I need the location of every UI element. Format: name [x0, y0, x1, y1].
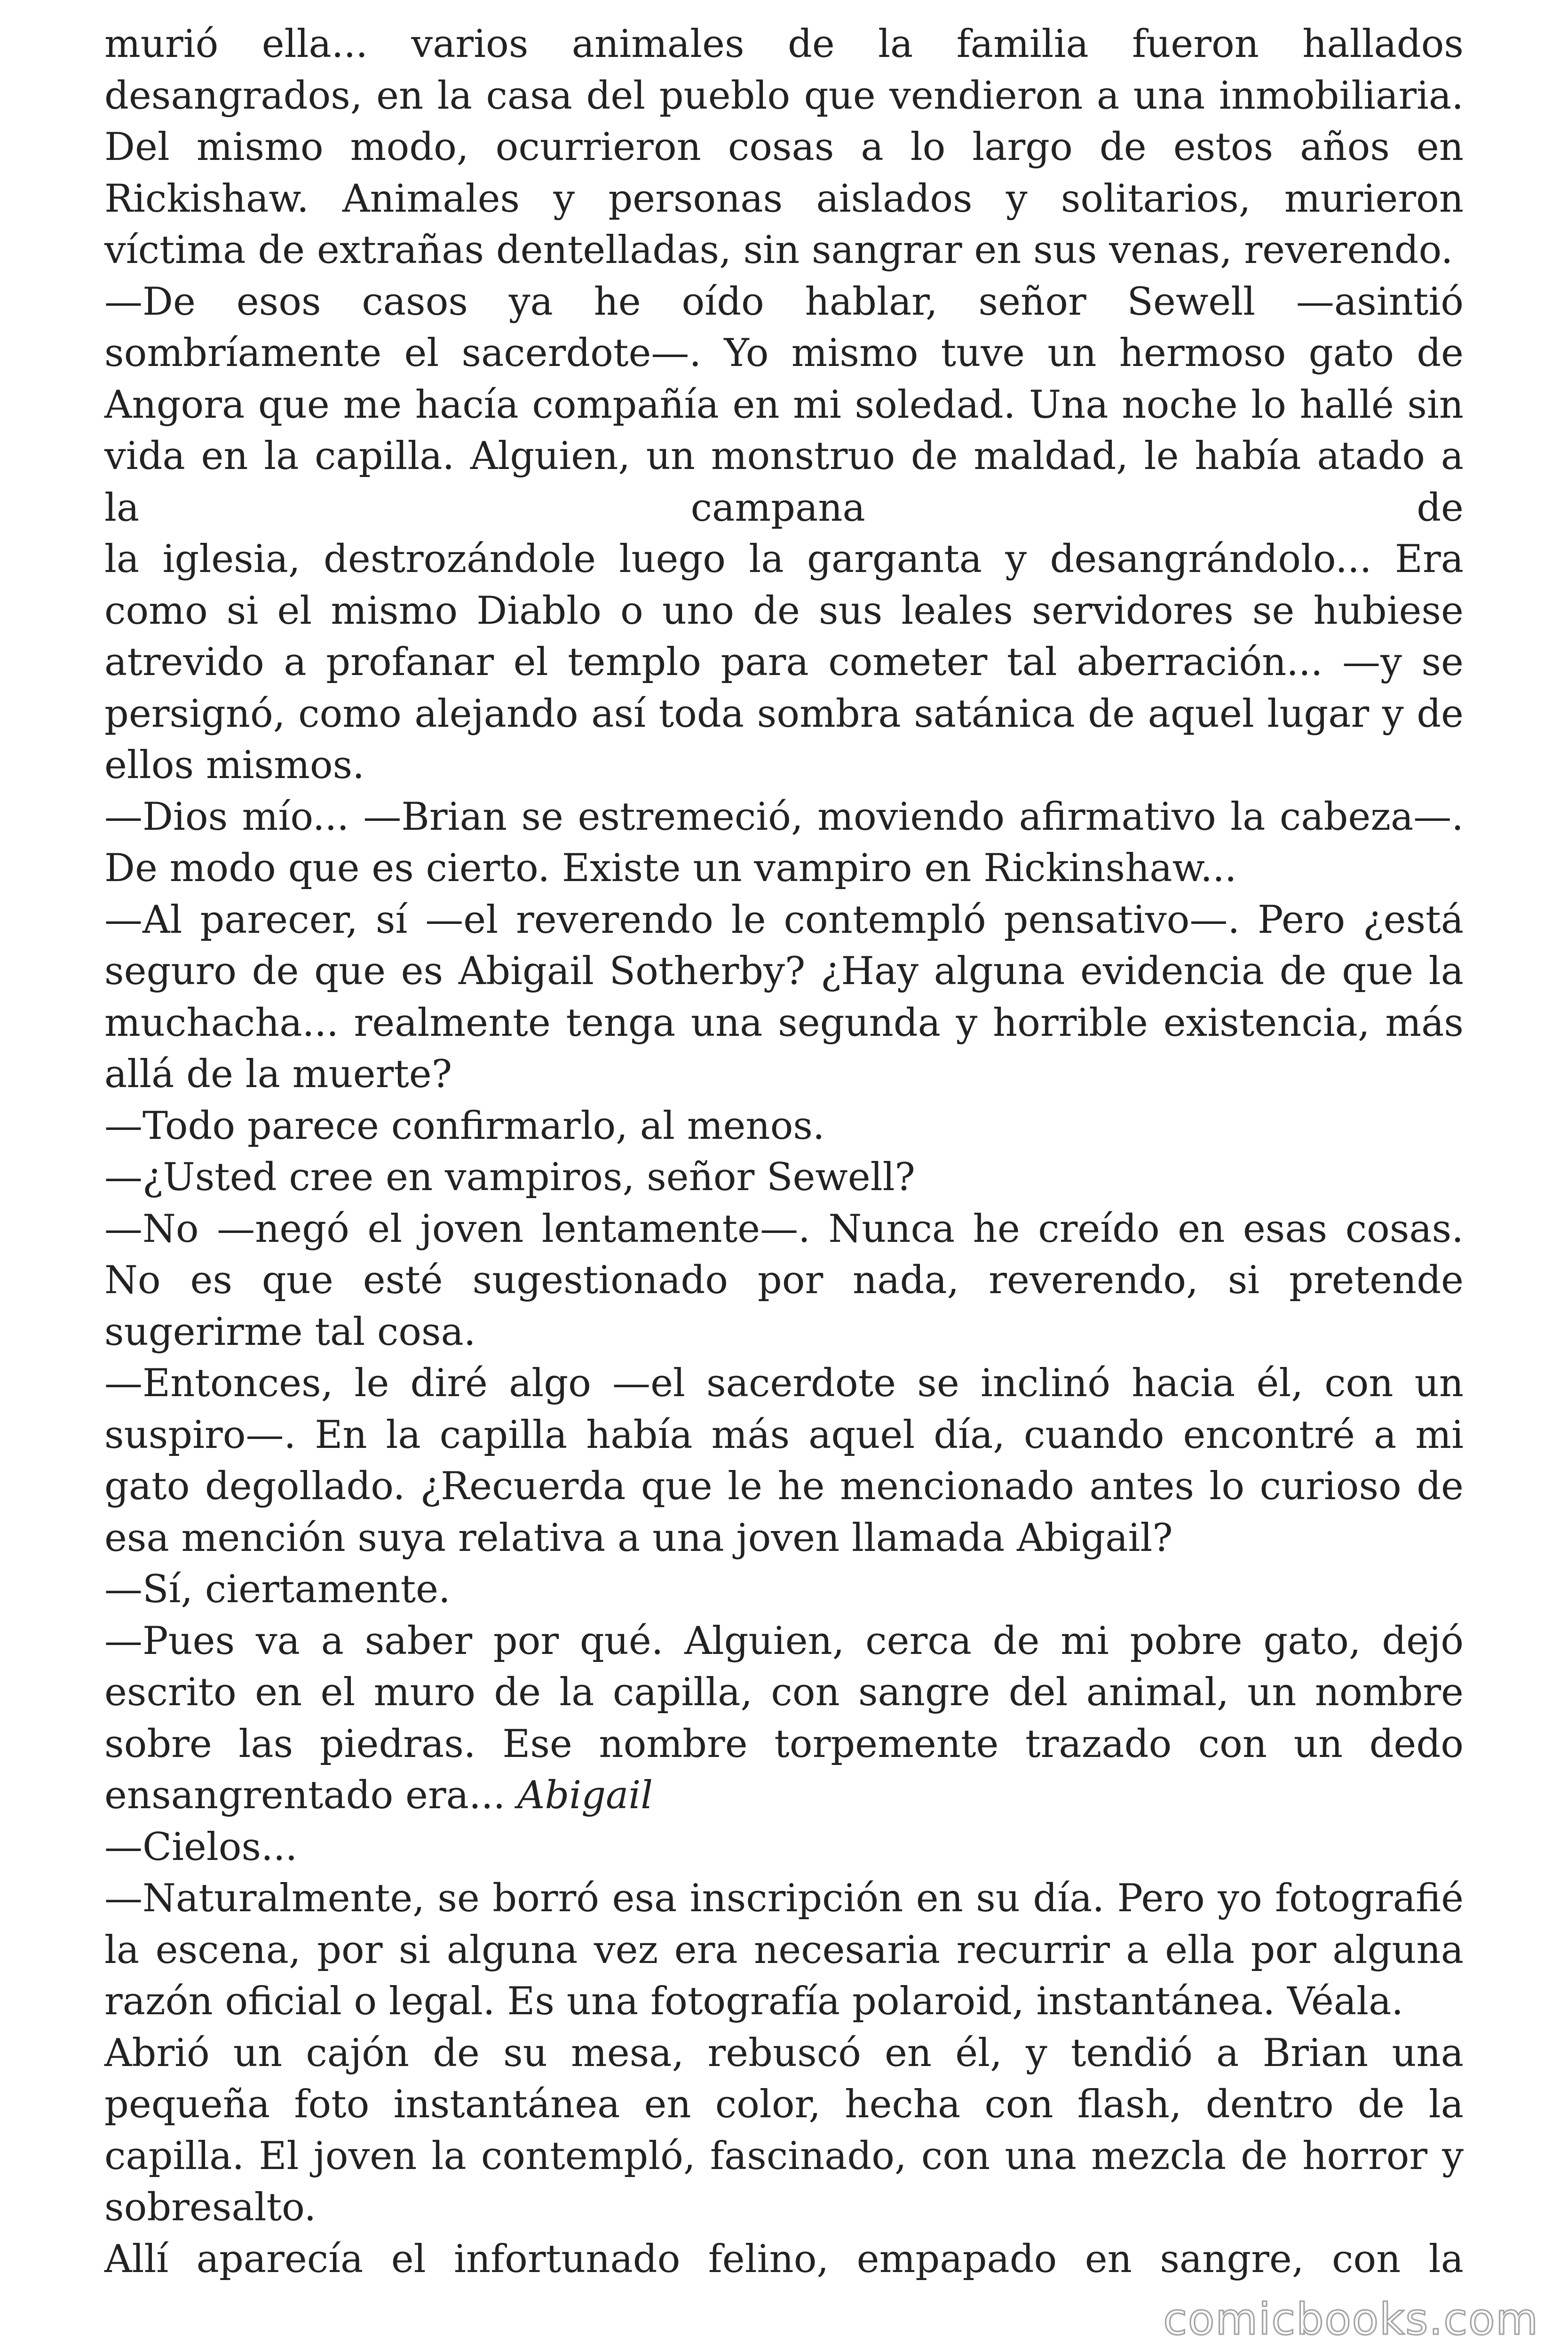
book-page — [104, 19, 1464, 2338]
paragraph-3: la iglesia, destrozándole luego la garganta y desangrándolo... Era como si el mismo Diablo o uno de sus leales servidores se hubiese atrevido a profanar el templo para cometer tal aberración... —y se persignó, como alejando así toda sombra satánica de aquel lugar y de ellos mismos. — [104, 537, 1464, 787]
paragraph-10: —Sí, ciertamente. — [104, 1567, 451, 1612]
italic-name: Abigail — [517, 1773, 653, 1818]
paragraph-13: —Naturalmente, se borró esa inscripción en su día. Pero yo fotografié la escena, por si alguna vez era necesaria recurrir a ella por alguna razón oficial o legal. Es una fotografía polaroid, instantánea. Véala. — [104, 1876, 1464, 2024]
paragraph-4: —Dios mío... —Brian se estremeció, moviendo afirmativo la cabeza—. De modo que es cierto. Existe un vampiro en Rickinshaw... — [104, 795, 1464, 890]
paragraph-15: Allí aparecía el infortunado felino, empapado en sangre, con la — [104, 2237, 1464, 2281]
paragraph-8: —No —negó el joven lentamente—. Nunca he creído en esas cosas. No es que esté sugestionado por nada, reverendo, si pretende sugerirme tal cosa. — [104, 1207, 1464, 1354]
paragraph-11-text: —Pues va a saber por qué. Alguien, cerca de mi pobre gato, dejó escrito en el muro de la capilla, con sangre del animal, un nombre sobre las piedras. Ese nombre torpemente trazado con un dedo ensangrentado era... — [104, 1619, 1464, 1818]
paragraph-2: —De esos casos ya he oído hablar, señor Sewell —asintió sombríamente el sacerdote—. Yo mismo tuve un hermoso gato de Angora que me hacía compañía en mi soledad. Una noche lo hallé sin vida en la capilla. Alguien, un monstruo de maldad, le había atado a la campana de — [104, 279, 1464, 530]
paragraph-12: —Cielos... — [104, 1825, 298, 1869]
paragraph-7: —¿Usted cree en vampiros, señor Sewell? — [104, 1155, 915, 1200]
paragraph-14: Abrió un cajón de su mesa, rebuscó en él, y tendió a Brian una pequeña foto instantánea en color, hecha con flash, dentro de la capilla. El joven la contempló, fascinado, con una mezcla de horror y sobresalto. — [104, 2031, 1464, 2230]
paragraph-9: —Entonces, le diré algo —el sacerdote se inclinó hacia él, con un suspiro—. En la capilla había más aquel día, cuando encontré a mi gato degollado. ¿Recuerda que le he mencionado antes lo curioso de esa mención suya relativa a una joven llamada Abigail? — [104, 1361, 1464, 1560]
paragraph-5: —Al parecer, sí —el reverendo le contempló pensativo—. Pero ¿está seguro de que es Abigail Sotherby? ¿Hay alguna evidencia de que la muchacha... realmente tenga una segunda y horrible existencia, más allá de la muerte? — [104, 898, 1464, 1097]
paragraph-6: —Todo parece confirmarlo, al menos. — [104, 1104, 825, 1148]
watermark-logo: comicbooks.com — [1163, 2294, 1539, 2344]
paragraph-11 — [104, 1616, 1464, 1822]
paragraph-1: murió ella... varios animales de la familia fueron hallados desangrados, en la casa del pueblo que vendieron a una inmobiliaria. Del mismo modo, ocurrieron cosas a lo largo de estos años en Rickishaw. Animales y personas aislados y solitarios, murieron víctima de extrañas dentelladas, sin sangrar en sus venas, reverendo. — [104, 22, 1464, 272]
